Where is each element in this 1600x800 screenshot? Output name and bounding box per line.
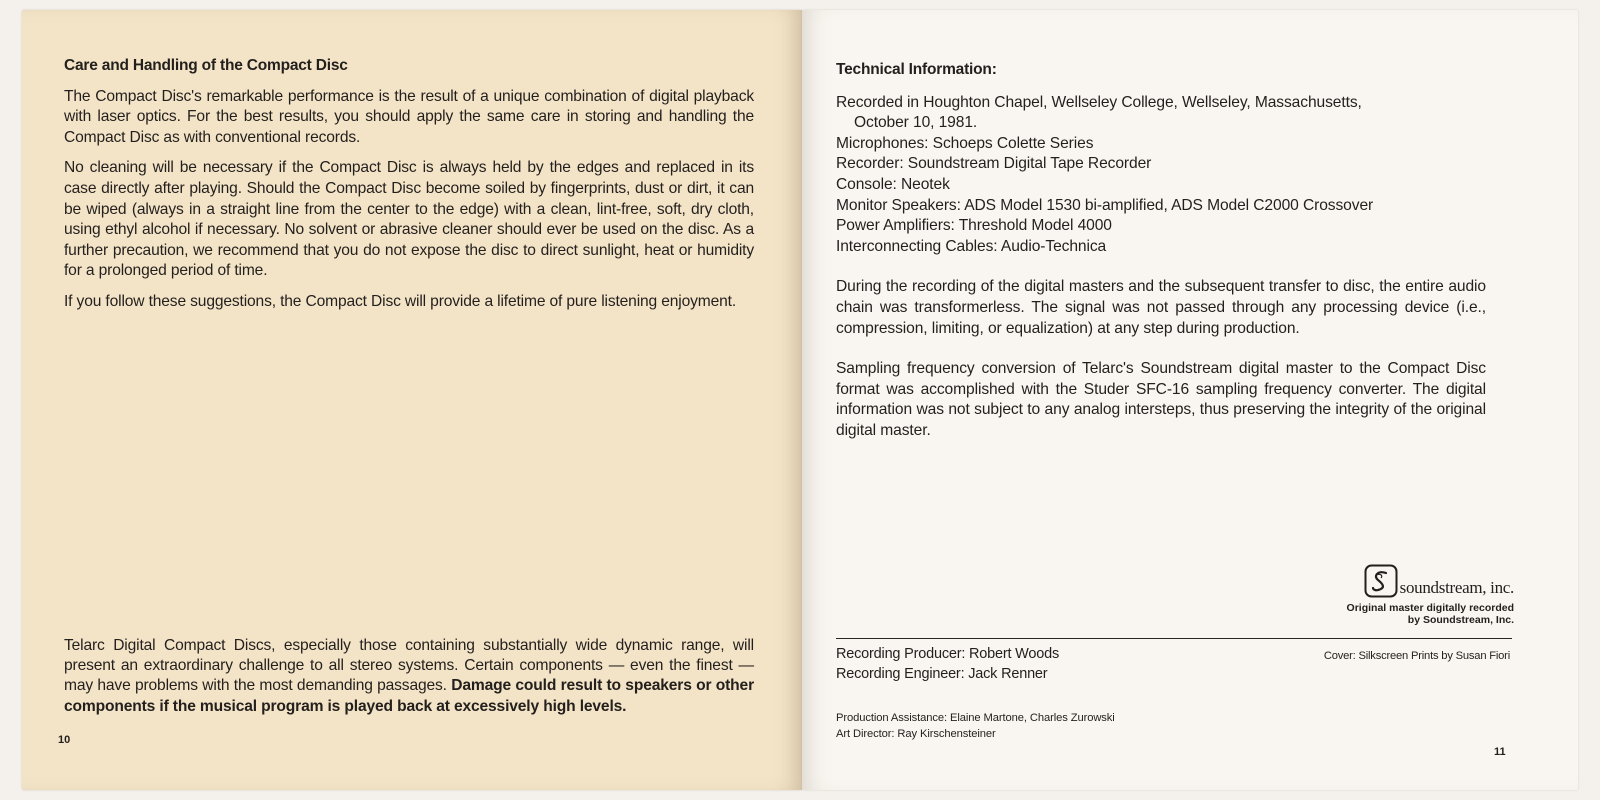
technical-heading: Technical Information: bbox=[836, 61, 997, 78]
transformerless-paragraph: During the recording of the digital masters and the subsequent transfer to disc, the entire audio chain was transformerless. The signal was not passed through any processing device (i.e., compression, limiting, or equalization) at any step during production. bbox=[836, 278, 1486, 337]
logo-caption-line: by Soundstream, Inc. bbox=[1407, 614, 1514, 626]
logo-caption bbox=[1326, 602, 1514, 626]
tech-line: Microphones: Schoeps Colette Series bbox=[836, 134, 1094, 152]
recording-credits bbox=[836, 644, 1059, 684]
art-director-credit: Art Director: Ray Kirschensteiner bbox=[836, 728, 996, 740]
logo-caption-line: Original master digitally recorded bbox=[1346, 602, 1514, 614]
tech-line: Recorded in Houghton Chapel, Wellseley College, Wellseley, Massachusetts, bbox=[836, 93, 1362, 111]
production-credits bbox=[836, 710, 1115, 742]
warning-bold-text: Damage could result to speakers or other components if the musical program is played back at excessively high levels. bbox=[64, 677, 755, 715]
right-page bbox=[802, 10, 1578, 790]
care-heading: Care and Handling of the Compact Disc bbox=[64, 57, 348, 74]
tech-line: Console: Neotek bbox=[836, 175, 950, 193]
left-page bbox=[22, 10, 802, 790]
tech-line: Monitor Speakers: ADS Model 1530 bi-amplified, ADS Model C2000 Crossover bbox=[836, 196, 1374, 214]
care-paragraph: The Compact Disc's remarkable performance is the result of a unique combination of digital playback with laser optics. For the best results, you should apply the same care in storing and handling the Compact Disc as with conventional records. bbox=[64, 87, 754, 146]
tech-line: October 10, 1981. bbox=[854, 114, 978, 132]
page-number-right: 11 bbox=[1494, 746, 1506, 758]
care-paragraph: No cleaning will be necessary if the Compact Disc is always held by the edges and replaced in its case directly after playing. Should the Compact Disc become soiled by fingerprints, dust or dirt, it can be wiped (always in a straight line from the center to the edge) with a clean, lint-free, soft, dry cloth, using ethyl alcohol if necessary. No solvent or abrasive cleaner should ever be used on the disc. As a further precaution, we recommend that you do not expose the disc to direct sunlight, heat or humidity for a prolonged period of time. bbox=[64, 159, 754, 280]
page-number-left: 10 bbox=[58, 734, 71, 746]
tech-line: Recorder: Soundstream Digital Tape Recorder bbox=[836, 155, 1152, 173]
soundstream-logo-block bbox=[1326, 564, 1514, 626]
sampling-paragraph: Sampling frequency conversion of Telarc's Soundstream digital master to the Compact Disc format was accomplished with the Studer SFC-16 sampling frequency converter. The digital information was not subject to any analog intersteps, thus preserving the integrity of the original digital master. bbox=[836, 360, 1486, 439]
credits-divider bbox=[836, 638, 1512, 639]
soundstream-logo-icon bbox=[1364, 564, 1398, 598]
tech-line: Interconnecting Cables: Audio-Technica bbox=[836, 237, 1107, 255]
soundstream-logo-text: soundstream, inc. bbox=[1399, 578, 1514, 597]
care-paragraph: If you follow these suggestions, the Compact Disc will provide a lifetime of pure listening enjoyment. bbox=[64, 292, 737, 310]
warning-text: Telarc Digital Compact Discs, especially those containing substantially wide dynamic range, will present an extraordinary challenge to all stereo systems. Certain components — even the finest — may have problems with the most demanding passages. bbox=[64, 637, 754, 695]
care-section bbox=[64, 56, 754, 323]
dynamic-range-warning bbox=[64, 636, 754, 717]
producer-credit: Recording Producer: Robert Woods bbox=[836, 646, 1060, 662]
engineer-credit: Recording Engineer: Jack Renner bbox=[836, 666, 1048, 682]
tech-line: Power Amplifiers: Threshold Model 4000 bbox=[836, 217, 1112, 235]
assistance-credit: Production Assistance: Elaine Martone, Charles Zurowski bbox=[836, 712, 1115, 724]
technical-section bbox=[836, 60, 1486, 442]
cover-credit: Cover: Silkscreen Prints by Susan Fiori bbox=[1323, 650, 1510, 662]
